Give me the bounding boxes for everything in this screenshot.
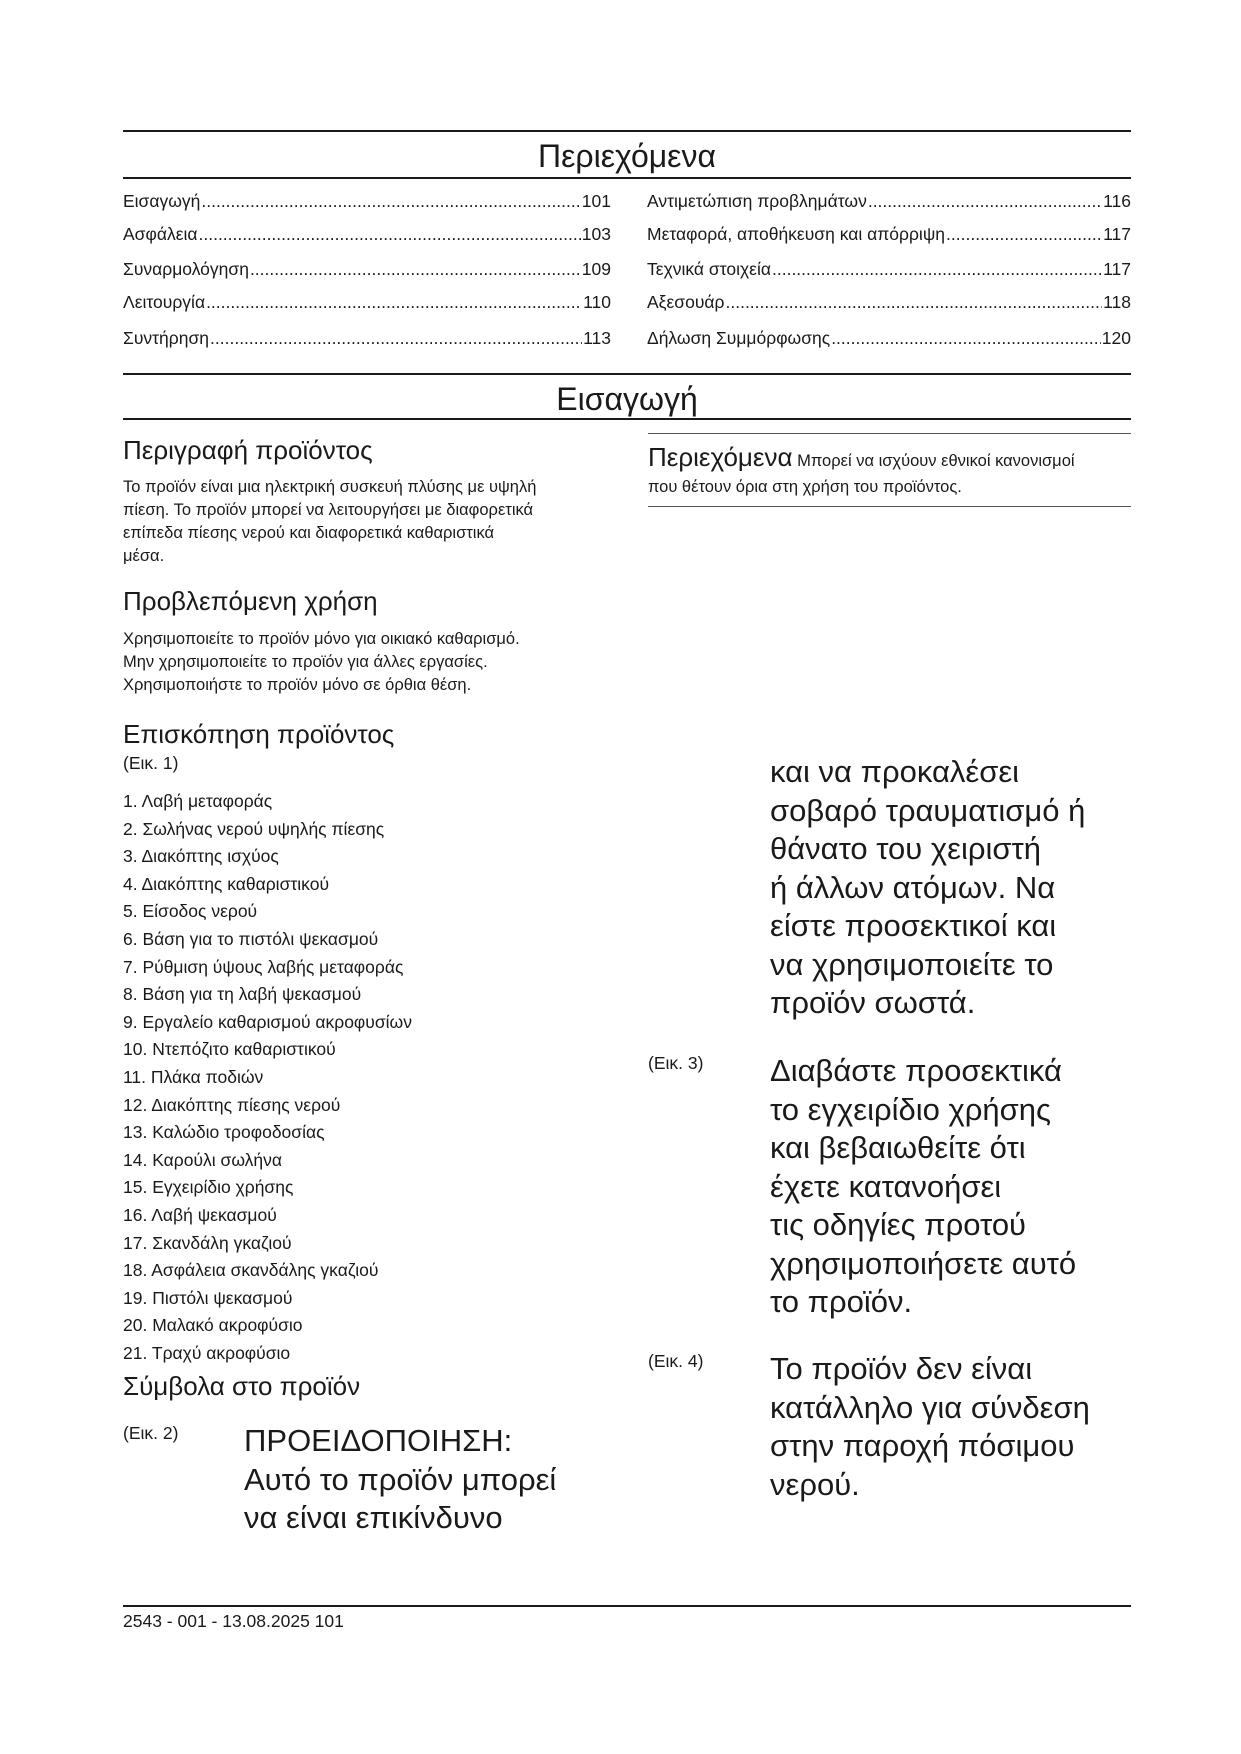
toc-entry[interactable]: [647, 258, 1131, 280]
text-line: ΠΡΟΕΙΔΟΠΟΙΗΣΗ:: [244, 1423, 513, 1458]
page-footer: 2543 - 001 - 13.08.2025 101: [123, 1611, 344, 1631]
list-item: 16. Λαβή ψεκασμού: [123, 1204, 277, 1225]
toc-entry[interactable]: [647, 223, 1131, 245]
toc-entry-label: Λειτουργία: [123, 292, 206, 312]
intro-title: Εισαγωγή: [556, 381, 698, 417]
text-line: ή άλλων ατόμων. Να: [770, 869, 1056, 905]
figure-reference: (Εικ. 4): [648, 1351, 704, 1371]
list-item: 7. Ρύθμιση ύψους λαβής μεταφοράς: [123, 956, 404, 977]
toc-entry-page: 101: [581, 191, 611, 211]
symbols-heading: Σύμβολα στο προϊόν: [123, 1371, 361, 1401]
toc-entry-page: 118: [1103, 292, 1131, 312]
text-line: κατάλληλο για σύνδεση: [770, 1389, 1090, 1425]
toc-leader-dots: [201, 190, 580, 212]
list-item: 12. Διακόπτης πίεσης νερού: [123, 1094, 341, 1115]
text-line: Αυτό το προϊόν μπορεί: [244, 1461, 557, 1497]
warning-symbol-text: [244, 1422, 556, 1538]
toc-entry-label: Αντιμετώπιση προβλημάτων: [647, 191, 867, 211]
toc-entry-label: Εισαγωγή: [123, 191, 201, 211]
text-line: θάνατο του χειριστή: [770, 831, 1041, 866]
list-item: 5. Είσοδος νερού: [123, 901, 258, 922]
toc-entry-page: 117: [1103, 224, 1131, 244]
text-line: [648, 442, 1131, 476]
toc-entry-page: 116: [1103, 191, 1131, 211]
list-item: 9. Εργαλείο καθαρισμού ακροφυσίων: [123, 1011, 412, 1032]
intended-use-text: [123, 628, 520, 697]
text-line: να είναι επικίνδυνο: [244, 1500, 503, 1535]
product-description-heading: Περιγραφή προϊόντος: [123, 435, 373, 465]
text-line: νερού.: [770, 1466, 860, 1502]
list-item: 20. Μαλακό ακροφύσιο: [123, 1315, 303, 1336]
intro-top-rule: [123, 373, 1131, 375]
side-note-bottom-rule: [648, 506, 1131, 507]
toc-entry[interactable]: [647, 291, 1131, 313]
toc-title: Περιεχόμενα: [538, 138, 716, 174]
toc-entry[interactable]: [123, 258, 611, 280]
toc-leader-dots: [206, 291, 582, 313]
toc-entry[interactable]: [123, 291, 611, 313]
toc-leader-dots: [726, 291, 1103, 313]
text-line: επίπεδα πίεσης νερού και διαφορετικά καθαριστικά: [123, 524, 495, 542]
toc-leader-dots: [946, 223, 1102, 245]
toc-leader-dots: [831, 327, 1101, 349]
list-item: 18. Ασφάλεια σκανδάλης γκαζιού: [123, 1260, 379, 1281]
side-note: [648, 442, 1131, 499]
text-line: έχετε κατανοήσει: [770, 1168, 1002, 1204]
text-line: Μην χρησιμοποιείτε το προϊόν για άλλες εργασίες.: [123, 653, 488, 671]
toc-top-rule: [123, 130, 1131, 132]
text-line: προϊόν σωστά.: [770, 985, 976, 1020]
toc-leader-dots: [210, 327, 582, 349]
toc-entry[interactable]: [123, 223, 611, 245]
toc-entry-page: 117: [1103, 259, 1131, 279]
text-line: το εγχειρίδιο χρήσης: [770, 1091, 1051, 1127]
product-parts-list: [123, 788, 583, 1367]
toc-entry-page: 103: [581, 224, 611, 244]
warning-symbol-text-continued: [770, 753, 1085, 1023]
list-item: 15. Εγχειρίδιο χρήσης: [123, 1177, 294, 1198]
list-item: 2. Σωλήνας νερού υψηλής πίεσης: [123, 818, 385, 839]
toc-entry-page: 109: [581, 259, 611, 279]
side-note-text: Μπορεί να ισχύουν εθνικοί κανονισμοί: [797, 452, 1075, 470]
text-line: Το προϊόν δεν είναι: [770, 1351, 1033, 1386]
toc-entry[interactable]: [123, 190, 611, 212]
list-item: 17. Σκανδάλη γκαζιού: [123, 1232, 292, 1253]
toc-leader-dots: [250, 258, 581, 280]
toc-entry-page: 110: [583, 292, 611, 312]
figure-reference: (Εικ. 3): [648, 1053, 704, 1073]
list-item: 4. Διακόπτης καθαριστικού: [123, 873, 330, 894]
text-line: και να προκαλέσει: [770, 754, 1020, 789]
footer-rule: [123, 1605, 1131, 1607]
no-drinking-water-symbol-text: [770, 1350, 1090, 1504]
toc-entry-label: Δήλωση Συμμόρφωσης: [647, 328, 831, 348]
toc-entry-label: Ασφάλεια: [123, 224, 198, 244]
list-item: 10. Ντεπόζιτο καθαριστικού: [123, 1039, 336, 1060]
list-item: 11. Πλάκα ποδιών: [123, 1066, 264, 1087]
list-item: 3. Διακόπτης ισχύος: [123, 846, 279, 867]
figure-reference: (Εικ. 1): [123, 753, 179, 773]
intro-title-rule: [123, 418, 1131, 420]
toc-entry-label: Συναρμολόγηση: [123, 259, 249, 279]
text-line: είστε προσεκτικοί και: [770, 908, 1057, 943]
product-overview-heading: Επισκόπηση προϊόντος: [123, 719, 395, 749]
side-note-text: που θέτουν όρια στη χρήση του προϊόντος.: [648, 478, 962, 496]
text-line: τις οδηγίες προτού: [770, 1207, 1027, 1242]
text-line: Διαβάστε προσεκτικά: [770, 1053, 1062, 1088]
list-item: 14. Καρούλι σωλήνα: [123, 1149, 283, 1170]
toc-entry-page: 113: [583, 328, 611, 348]
text-line: Το προϊόν είναι μια ηλεκτρική συσκευή πλύσης με υψηλή: [123, 478, 537, 496]
side-note-heading: Περιεχόμενα: [648, 442, 793, 472]
toc-entry[interactable]: [123, 327, 611, 349]
toc-entry[interactable]: [647, 190, 1131, 212]
product-description-text: [123, 476, 536, 568]
toc-leader-dots: [199, 223, 581, 245]
figure-reference: (Εικ. 2): [123, 1423, 179, 1443]
list-item: 19. Πιστόλι ψεκασμού: [123, 1287, 293, 1308]
list-item: 21. Τραχύ ακροφύσιο: [123, 1342, 291, 1363]
text-line: Χρησιμοποιείτε το προϊόν μόνο για οικιακό καθαρισμό.: [123, 630, 520, 648]
toc-leader-dots: [772, 258, 1102, 280]
text-line: μέσα.: [123, 547, 165, 565]
text-line: σοβαρό τραυματισμό ή: [770, 792, 1086, 828]
toc-leader-dots: [868, 190, 1102, 212]
list-item: 13. Καλώδιο τροφοδοσίας: [123, 1122, 325, 1143]
toc-entry-label: Τεχνικά στοιχεία: [647, 259, 771, 279]
toc-entry-label: Συντήρηση: [123, 328, 210, 348]
list-item: 8. Βάση για τη λαβή ψεκασμού: [123, 984, 362, 1005]
toc-entry-label: Μεταφορά, αποθήκευση και απόρριψη: [647, 224, 946, 244]
toc-entry-label: Αξεσουάρ: [647, 292, 725, 312]
text-line: το προϊόν.: [770, 1284, 913, 1319]
text-line: να χρησιμοποιείτε το: [770, 946, 1054, 982]
toc-entry[interactable]: [647, 327, 1131, 349]
side-note-top-rule: [648, 433, 1131, 434]
read-manual-symbol-text: [770, 1052, 1076, 1322]
list-item: 1. Λαβή μεταφοράς: [123, 791, 273, 811]
text-line: Χρησιμοποιήστε το προϊόν μόνο σε όρθια θέση.: [123, 676, 472, 694]
toc-title-rule: [123, 177, 1131, 179]
intended-use-heading: Προβλεπόμενη χρήση: [123, 586, 378, 616]
list-item: 6. Βάση για το πιστόλι ψεκασμού: [123, 928, 379, 949]
text-line: πίεση. Το προϊόν μπορεί να λειτουργήσει με διαφορετικά: [123, 501, 534, 519]
text-line: στην παροχή πόσιμου: [770, 1428, 1075, 1463]
text-line: και βεβαιωθείτε ότι: [770, 1130, 1026, 1165]
text-line: χρησιμοποιήσετε αυτό: [770, 1245, 1077, 1281]
toc-entry-page: 120: [1101, 328, 1131, 348]
